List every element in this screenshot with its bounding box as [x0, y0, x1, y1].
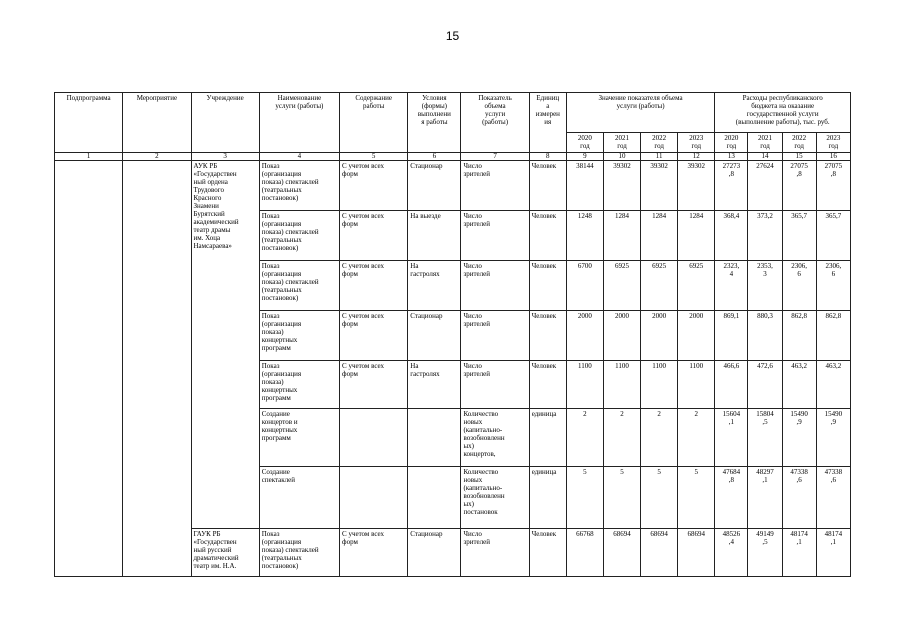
expense-2023-cell: 48174 ,1 — [816, 529, 850, 577]
indicator-cell: Количество новых (капитально- возобновленн ых) постановок — [461, 467, 529, 529]
condition-cell: На гастролях — [408, 361, 461, 409]
subprogram-cell — [55, 161, 123, 577]
volume-2021-cell: 1100 — [603, 361, 640, 409]
content-cell: С учетом всех форм — [340, 311, 408, 361]
volume-2023-cell: 6925 — [678, 261, 715, 311]
service-cell: Показ (организация показа) спектаклей (театральных постановок) — [259, 261, 339, 311]
expense-2021-cell: 373,2 — [748, 211, 782, 261]
volume-2022-cell: 1100 — [641, 361, 678, 409]
expense-2021-cell: 15804 ,5 — [748, 409, 782, 467]
volume-2023-cell: 2000 — [678, 311, 715, 361]
expense-2020-cell: 466,6 — [715, 361, 748, 409]
volume-2020-cell: 38144 — [566, 161, 603, 211]
unit-cell: Человек — [529, 211, 566, 261]
column-number: 8 — [529, 153, 566, 161]
header-expense-group: Расходы республиканского бюджета на оказание государственной услуги (выполнение работы), тыс. руб. — [715, 93, 851, 133]
indicator-cell: Количество новых (капитально- возобновленн ых) концертов, — [461, 409, 529, 467]
header-service-name: Наименование услуги (работы) — [259, 93, 339, 153]
volume-2020-cell: 1248 — [566, 211, 603, 261]
header-content: Содержание работы — [340, 93, 408, 153]
header-event: Мероприятие — [123, 93, 191, 153]
condition-cell: На выезде — [408, 211, 461, 261]
volume-2023-cell: 1100 — [678, 361, 715, 409]
unit-cell: Человек — [529, 161, 566, 211]
table-row — [55, 161, 851, 211]
unit-cell: единица — [529, 467, 566, 529]
expense-2023-cell: 365,7 — [816, 211, 850, 261]
header-year-volume: 2022 год — [641, 133, 678, 153]
condition-cell — [408, 467, 461, 529]
expense-2022-cell: 365,7 — [782, 211, 816, 261]
column-number: 14 — [748, 153, 782, 161]
expense-2021-cell: 27624 — [748, 161, 782, 211]
volume-2020-cell: 2 — [566, 409, 603, 467]
indicator-cell: Число зрителей — [461, 311, 529, 361]
volume-2023-cell: 39302 — [678, 161, 715, 211]
institution-cell: АУК РБ «Государствен ный ордена Трудового Красного Знамени Бурятский академический театр драмы им. Хоца Намсараева» — [191, 161, 259, 529]
indicator-cell: Число зрителей — [461, 261, 529, 311]
condition-cell: Стационар — [408, 311, 461, 361]
expense-2021-cell: 48297 ,1 — [748, 467, 782, 529]
expense-2023-cell: 2306, 6 — [816, 261, 850, 311]
service-cell: Показ (организация показа) спектаклей (театральных постановок) — [259, 161, 339, 211]
volume-2022-cell: 1284 — [641, 211, 678, 261]
column-number: 16 — [816, 153, 850, 161]
indicator-cell: Число зрителей — [461, 529, 529, 577]
column-number: 4 — [259, 153, 339, 161]
event-cell — [123, 161, 191, 577]
column-number: 11 — [641, 153, 678, 161]
content-cell: С учетом всех форм — [340, 161, 408, 211]
volume-2022-cell: 2000 — [641, 311, 678, 361]
indicator-cell: Число зрителей — [461, 211, 529, 261]
service-cell: Показ (организация показа) концертных программ — [259, 361, 339, 409]
institution-cell: ГАУК РБ «Государствен ный русский драматический театр им. Н.А. — [191, 529, 259, 577]
volume-2020-cell: 6700 — [566, 261, 603, 311]
column-number: 9 — [566, 153, 603, 161]
expense-2022-cell: 463,2 — [782, 361, 816, 409]
expense-2020-cell: 368,4 — [715, 211, 748, 261]
volume-2020-cell: 5 — [566, 467, 603, 529]
indicator-cell: Число зрителей — [461, 361, 529, 409]
content-cell — [340, 409, 408, 467]
column-number: 2 — [123, 153, 191, 161]
volume-2020-cell: 1100 — [566, 361, 603, 409]
content-cell: С учетом всех форм — [340, 211, 408, 261]
column-number: 1 — [55, 153, 123, 161]
volume-2022-cell: 5 — [641, 467, 678, 529]
expense-2023-cell: 15490 ,9 — [816, 409, 850, 467]
unit-cell: Человек — [529, 361, 566, 409]
expense-2023-cell: 463,2 — [816, 361, 850, 409]
service-cell: Показ (организация показа) спектаклей (театральных постановок) — [259, 211, 339, 261]
page-number: 15 — [445, 29, 460, 43]
expense-2022-cell: 48174 ,1 — [782, 529, 816, 577]
volume-2021-cell: 68694 — [603, 529, 640, 577]
expense-2021-cell: 2353, 3 — [748, 261, 782, 311]
column-number: 7 — [461, 153, 529, 161]
service-cell: Показ (организация показа) концертных программ — [259, 311, 339, 361]
volume-2021-cell: 39302 — [603, 161, 640, 211]
volume-2022-cell: 68694 — [641, 529, 678, 577]
volume-2021-cell: 6925 — [603, 261, 640, 311]
expense-2023-cell: 27075 ,8 — [816, 161, 850, 211]
header-institution: Учреждение — [191, 93, 259, 153]
service-cell: Создание спектаклей — [259, 467, 339, 529]
column-number: 10 — [603, 153, 640, 161]
column-number-row — [55, 153, 851, 161]
table-body — [55, 153, 851, 577]
header-subprogram: Подпрограмма — [55, 93, 123, 153]
column-number: 6 — [408, 153, 461, 161]
volume-2020-cell: 2000 — [566, 311, 603, 361]
service-cell: Показ (организация показа) спектаклей (театральных постановок) — [259, 529, 339, 577]
expense-2023-cell: 47338 ,6 — [816, 467, 850, 529]
volume-2022-cell: 2 — [641, 409, 678, 467]
expense-2022-cell: 2306, 6 — [782, 261, 816, 311]
header-year-volume: 2023 год — [678, 133, 715, 153]
unit-cell: Человек — [529, 311, 566, 361]
volume-2022-cell: 6925 — [641, 261, 678, 311]
header-year-expense: 2022 год — [782, 133, 816, 153]
header-indicator: Показатель объема услуги (работы) — [461, 93, 529, 153]
content-cell: С учетом всех форм — [340, 361, 408, 409]
indicator-cell: Число зрителей — [461, 161, 529, 211]
expense-2020-cell: 47684 ,8 — [715, 467, 748, 529]
expense-2021-cell: 472,6 — [748, 361, 782, 409]
unit-cell: Человек — [529, 529, 566, 577]
expense-2020-cell: 15604 ,1 — [715, 409, 748, 467]
column-number: 15 — [782, 153, 816, 161]
volume-2020-cell: 66768 — [566, 529, 603, 577]
column-number: 12 — [678, 153, 715, 161]
table-header — [55, 93, 851, 153]
header-year-expense: 2020 год — [715, 133, 748, 153]
header-unit: Единиц а измерен ия — [529, 93, 566, 153]
column-number: 3 — [191, 153, 259, 161]
expense-2022-cell: 15490 ,9 — [782, 409, 816, 467]
column-number: 5 — [340, 153, 408, 161]
volume-2022-cell: 39302 — [641, 161, 678, 211]
expense-2021-cell: 49149 ,5 — [748, 529, 782, 577]
expense-2022-cell: 862,8 — [782, 311, 816, 361]
volume-2021-cell: 2 — [603, 409, 640, 467]
expense-2022-cell: 27075 ,8 — [782, 161, 816, 211]
content-cell: С учетом всех форм — [340, 529, 408, 577]
expense-2020-cell: 869,1 — [715, 311, 748, 361]
expense-2020-cell: 27273 ,8 — [715, 161, 748, 211]
header-year-expense: 2021 год — [748, 133, 782, 153]
condition-cell: На гастролях — [408, 261, 461, 311]
unit-cell: единица — [529, 409, 566, 467]
expense-2022-cell: 47338 ,6 — [782, 467, 816, 529]
header-conditions: Условия (формы) выполнени я работы — [408, 93, 461, 153]
condition-cell: Стационар — [408, 529, 461, 577]
expense-2021-cell: 880,3 — [748, 311, 782, 361]
header-year-volume: 2020 год — [566, 133, 603, 153]
volume-2021-cell: 5 — [603, 467, 640, 529]
column-number: 13 — [715, 153, 748, 161]
expense-2023-cell: 862,8 — [816, 311, 850, 361]
volume-2023-cell: 1284 — [678, 211, 715, 261]
volume-2021-cell: 1284 — [603, 211, 640, 261]
budget-table — [54, 92, 851, 577]
content-cell: С учетом всех форм — [340, 261, 408, 311]
volume-2023-cell: 5 — [678, 467, 715, 529]
expense-2020-cell: 48526 ,4 — [715, 529, 748, 577]
condition-cell — [408, 409, 461, 467]
header-volume-group: Значение показателя объема услуги (работы) — [566, 93, 715, 133]
volume-2023-cell: 2 — [678, 409, 715, 467]
header-year-expense: 2023 год — [816, 133, 850, 153]
expense-2020-cell: 2323, 4 — [715, 261, 748, 311]
condition-cell: Стационар — [408, 161, 461, 211]
volume-2021-cell: 2000 — [603, 311, 640, 361]
unit-cell: Человек — [529, 261, 566, 311]
service-cell: Создание концертов и концертных программ — [259, 409, 339, 467]
content-cell — [340, 467, 408, 529]
header-year-volume: 2021 год — [603, 133, 640, 153]
volume-2023-cell: 68694 — [678, 529, 715, 577]
